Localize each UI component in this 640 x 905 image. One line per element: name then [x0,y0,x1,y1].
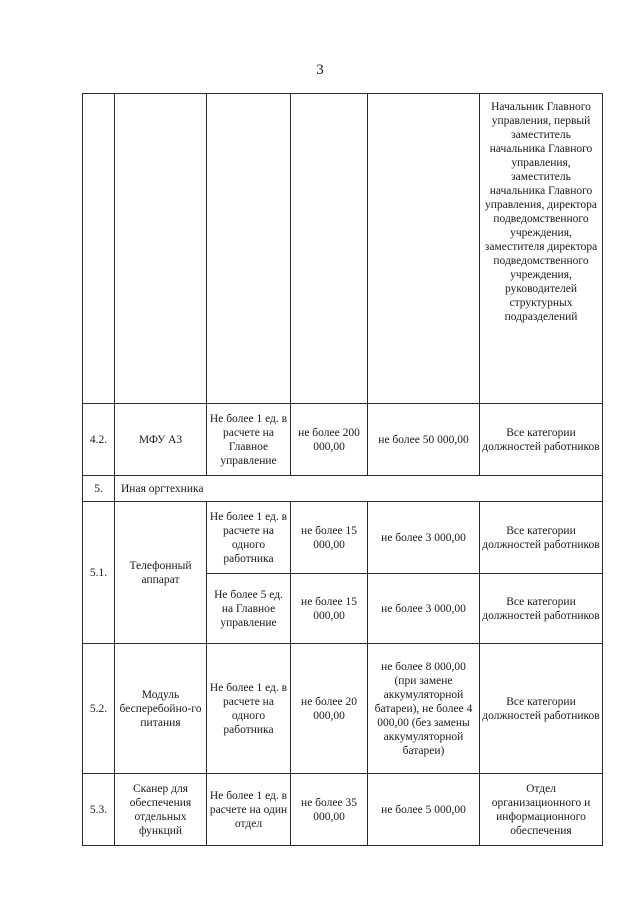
cell-positions: Начальник Главного управления, первый заместитель начальника Главного управления, заместитель начальника Главного управления, директора подведомственного учреждения, заместителя директора подведомственного учреждения, руководителей структурных подразделений [480,94,603,404]
cell-price: не более 200 000,00 [291,404,368,476]
cell-positions: Все категории должностей работников [480,404,603,476]
cell-price: не более 15 000,00 [291,502,368,574]
cell-num: 5.1. [83,502,115,644]
cell-num: 5.3. [83,774,115,846]
cell-price [291,94,368,404]
cell-service: не более 3 000,00 [368,574,480,644]
cell-quantity: Не более 5 ед. на Главное управление [207,574,291,644]
cell-positions: Все категории должностей работников [480,502,603,574]
cell-positions: Все категории должностей работников [480,574,603,644]
equipment-norms-table [82,93,603,846]
cell-quantity [207,94,291,404]
cell-positions: Все категории должностей работников [480,644,603,774]
cell-price: не более 20 000,00 [291,644,368,774]
cell-num: 4.2. [83,404,115,476]
cell-num [83,94,115,404]
cell-quantity: Не более 1 ед. в расчете на Главное управление [207,404,291,476]
cell-price: не более 15 000,00 [291,574,368,644]
cell-service: не более 50 000,00 [368,404,480,476]
cell-num: 5. [83,476,115,502]
cell-service: не более 5 000,00 [368,774,480,846]
cell-service: не более 3 000,00 [368,502,480,574]
cell-name [115,94,207,404]
table-row-continuation [83,94,603,404]
cell-num: 5.2. [83,644,115,774]
cell-service: не более 8 000,00 (при замене аккумуляторной батареи), не более 4 000,00 (без замены аккумуляторной батареи) [368,644,480,774]
table-row-4-2 [83,404,603,476]
section-row-5 [83,476,603,502]
cell-quantity: Не более 1 ед. в расчете на одного работника [207,644,291,774]
cell-service [368,94,480,404]
cell-name: Телефонный аппарат [115,502,207,644]
cell-price: не более 35 000,00 [291,774,368,846]
table-row-5-3 [83,774,603,846]
page-number: 3 [316,62,324,78]
section-title: Иная оргтехника [115,476,603,502]
cell-quantity: Не более 1 ед. в расчете на один отдел [207,774,291,846]
cell-quantity: Не более 1 ед. в расчете на одного работника [207,502,291,574]
table-row-5-1-a [83,502,603,574]
cell-positions: Отдел организационного и информационного обеспечения [480,774,603,846]
cell-name: МФУ А3 [115,404,207,476]
cell-name: Сканер для обеспечения отдельных функций [115,774,207,846]
table-row-5-2 [83,644,603,774]
cell-name: Модуль бесперебойно-го питания [115,644,207,774]
